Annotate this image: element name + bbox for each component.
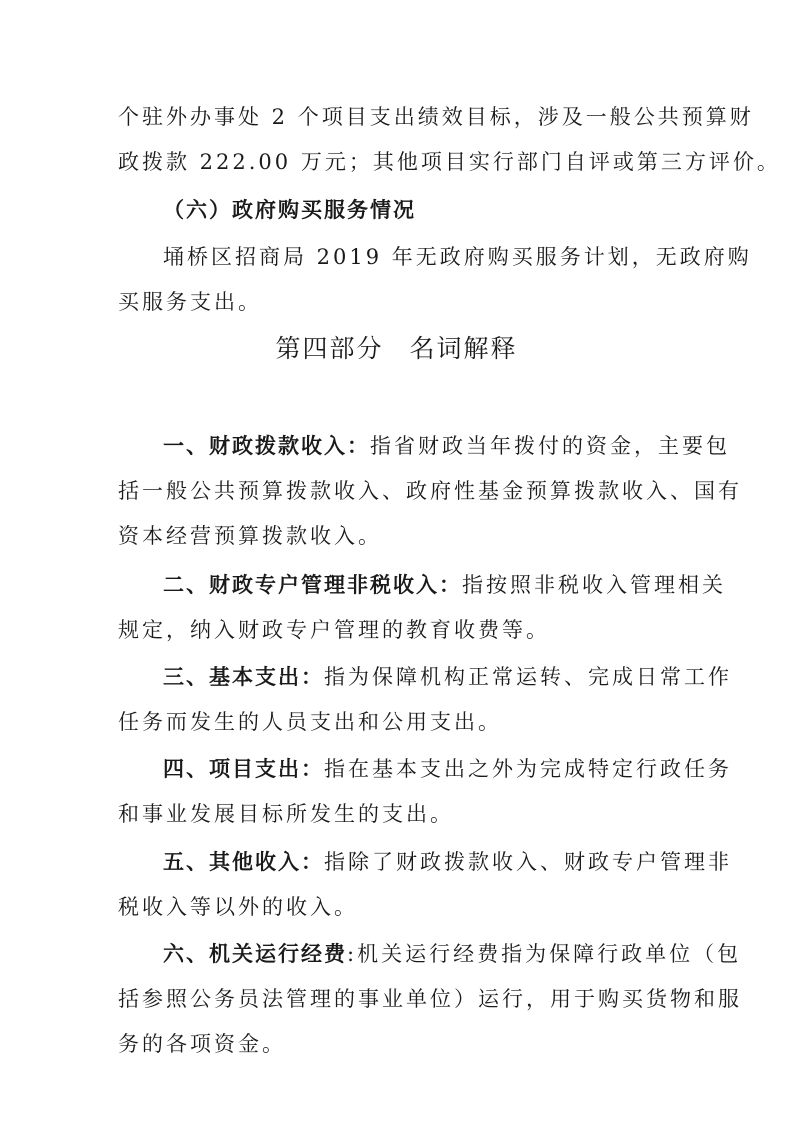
term-label: 一、财政拨款收入：	[163, 434, 370, 458]
term-label: 四、项目支出：	[163, 757, 324, 781]
paragraph-line: 括参照公务员法管理的事业单位）运行，用于购买货物和服	[118, 987, 742, 1011]
paragraph-line: 任务而发生的人员支出和公用支出。	[118, 710, 502, 734]
paragraph-line: 规定，纳入财政专户管理的教育收费等。	[118, 618, 550, 642]
paragraph-line: 政拨款 222.00 万元；其他项目实行部门自评或第三方评价。	[118, 150, 781, 174]
term-label: 二、财政专户管理非税收入：	[163, 573, 462, 597]
term-definition: 指按照非税收入管理相关	[462, 573, 726, 597]
section-part: 第四部分	[275, 334, 384, 363]
term-definition: :机关运行经费指为保障行政单位（包	[347, 942, 742, 966]
paragraph-line: 资本经营预算拨款收入。	[118, 524, 382, 548]
term-line	[163, 940, 742, 968]
paragraph-line: 务的各项资金。	[118, 1032, 286, 1056]
section-title	[0, 333, 793, 365]
term-label: 三、基本支出：	[163, 665, 324, 689]
term-definition: 指除了财政拨款收入、财政专户管理非	[324, 850, 732, 874]
term-label: 六、机关运行经费	[163, 942, 347, 966]
term-line	[163, 432, 730, 460]
term-label: 五、其他收入：	[163, 850, 324, 874]
paragraph-line: 买服务支出。	[118, 290, 262, 314]
subsection-heading: （六）政府购买服务情况	[163, 197, 416, 222]
term-line	[163, 571, 726, 599]
term-line	[163, 755, 732, 783]
term-line	[163, 663, 732, 691]
term-definition: 指省财政当年拨付的资金，主要包	[370, 434, 730, 458]
paragraph-line: 埇桥区招商局 2019 年无政府购买服务计划，无政府购	[163, 245, 752, 269]
term-line	[163, 848, 732, 876]
paragraph-line: 括一般公共预算拨款收入、政府性基金预算拨款收入、国有	[118, 479, 742, 503]
paragraph-line: 和事业发展目标所发生的支出。	[118, 802, 454, 826]
section-name: 名词解释	[409, 334, 518, 363]
term-definition: 指为保障机构正常运转、完成日常工作	[324, 665, 732, 689]
paragraph-line: 个驻外办事处 2 个项目支出绩效目标，涉及一般公共预算财	[118, 105, 754, 129]
term-definition: 指在基本支出之外为完成特定行政任务	[324, 757, 732, 781]
paragraph-line: 税收入等以外的收入。	[118, 895, 358, 919]
